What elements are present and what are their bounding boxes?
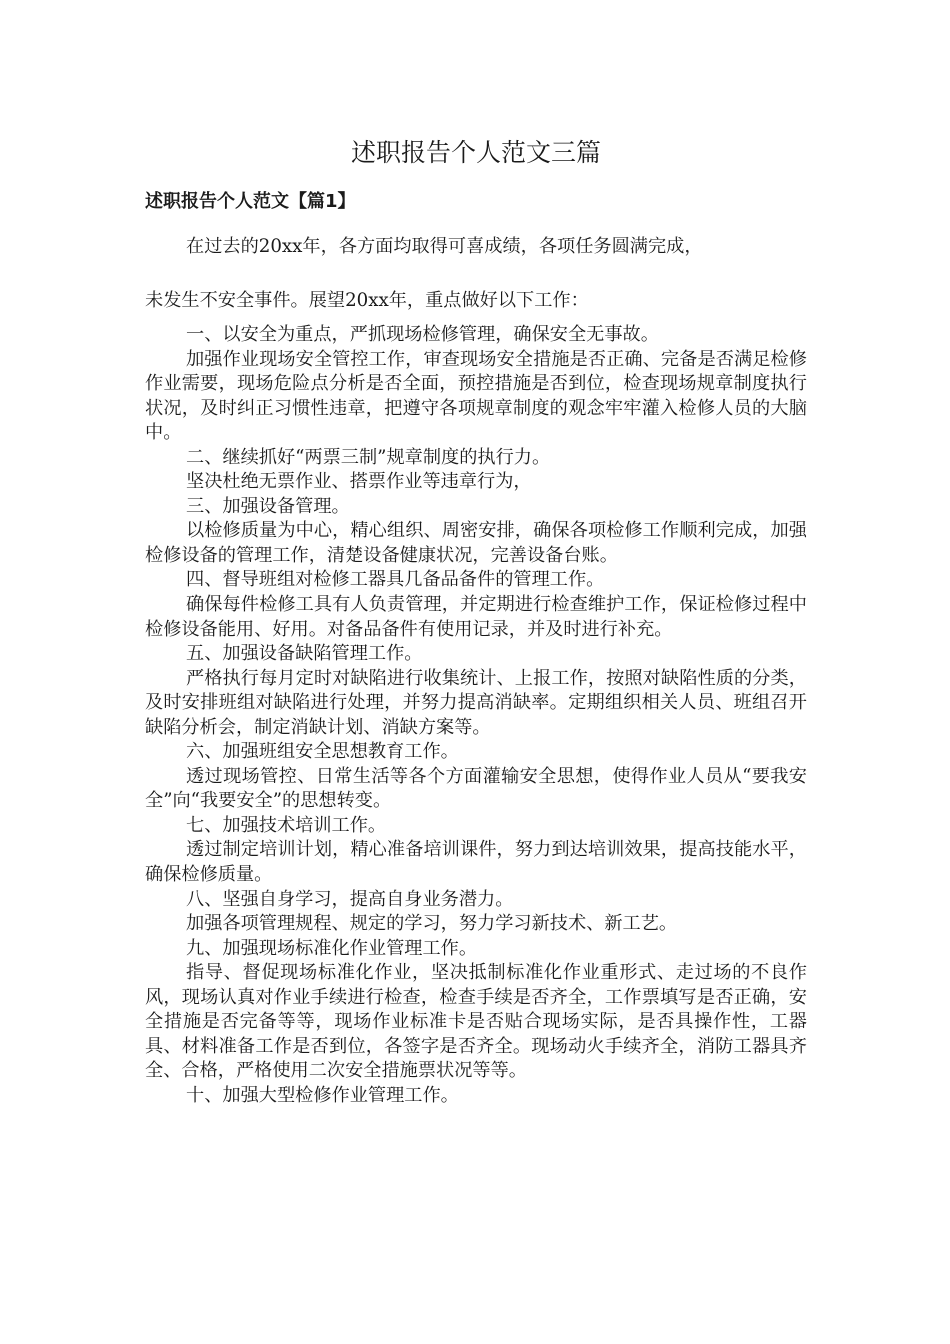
paragraph: 确保每件检修工具有人负责管理，并定期进行检查维护工作，保证检修过程中检修设备能用、好用。对备品备件有使用记录，并及时进行补充。 xyxy=(145,594,807,640)
paragraph: 加强各项管理规程、规定的学习，努力学习新技术、新工艺。 xyxy=(186,913,678,935)
paragraph: 十、加强大型检修作业管理工作。 xyxy=(186,1084,459,1106)
section-heading: 述职报告个人范文【篇1】 xyxy=(145,191,356,212)
paragraph: 六、加强班组安全思想教育工作。 xyxy=(186,741,459,763)
intro-line-1: 在过去的20xx年，各方面均取得可喜成绩，各项任务圆满完成， xyxy=(186,236,703,257)
paragraph: 一、以安全为重点，严抓现场检修管理，确保安全无事故。 xyxy=(186,324,659,345)
paragraph: 透过制定培训计划，精心准备培训课件，努力到达培训效果，提高技能水平，确保检修质量。 xyxy=(145,839,807,886)
paragraph: 加强作业现场安全管控工作，审查现场安全措施是否正确、完备是否满足检修作业需要，现场危险点分析是否全面，预控措施是否到位，检查现场规章制度执行状况，及时纠正习惯性违章，把遵守各项规章制度的观念牢牢灌入检修人员的大脑中。 xyxy=(145,348,807,444)
paragraph: 九、加强现场标准化作业管理工作。 xyxy=(186,937,478,959)
paragraph: 透过现场管控、日常生活等各个方面灌输安全思想，使得作业人员从“要我安全”向“我要安全”的思想转变。 xyxy=(145,765,807,812)
paragraph: 指导、督促现场标准化作业，坚决抵制标准化作业重形式、走过场的不良作风，现场认真对作业手续进行检查，检查手续是否齐全，工作票填写是否正确，安全措施是否完备等等，现场作业标准卡是否贴合现场实际，是否具操作性，工器具、材料准备工作是否到位，各签字是否齐全。现场动火手续齐全，消防工器具齐全、合格，严格使用二次安全措施票状况等等。 xyxy=(145,962,807,1082)
document-body xyxy=(145,323,807,1109)
paragraph: 坚决杜绝无票作业、搭票作业等违章行为， xyxy=(186,471,532,493)
paragraph: 八、坚强自身学习，提高自身业务潜力。 xyxy=(186,888,514,910)
document-title: 述职报告个人范文三篇 xyxy=(350,138,601,167)
paragraph: 二、继续抓好“两票三制”规章制度的执行力。 xyxy=(186,446,551,468)
paragraph: 以检修质量为中心，精心组织、周密安排，确保各项检修工作顺利完成，加强检修设备的管理工作，清楚设备健康状况，完善设备台账。 xyxy=(145,520,807,566)
paragraph: 三、加强设备管理。 xyxy=(186,495,350,517)
paragraph: 五、加强设备缺陷管理工作。 xyxy=(186,643,423,665)
paragraph: 四、督导班组对检修工器具几备品备件的管理工作。 xyxy=(186,569,605,591)
intro-line-2: 未发生不安全事件。展望20xx年，重点做好以下工作： xyxy=(145,290,589,311)
paragraph: 七、加强技术培训工作。 xyxy=(186,814,387,836)
paragraph: 严格执行每月定时对缺陷进行收集统计、上报工作，按照对缺陷性质的分类，及时安排班组对缺陷进行处理，并努力提高消缺率。定期组织相关人员、班组召开缺陷分析会，制定消缺计划、消缺方案等。 xyxy=(145,667,807,738)
